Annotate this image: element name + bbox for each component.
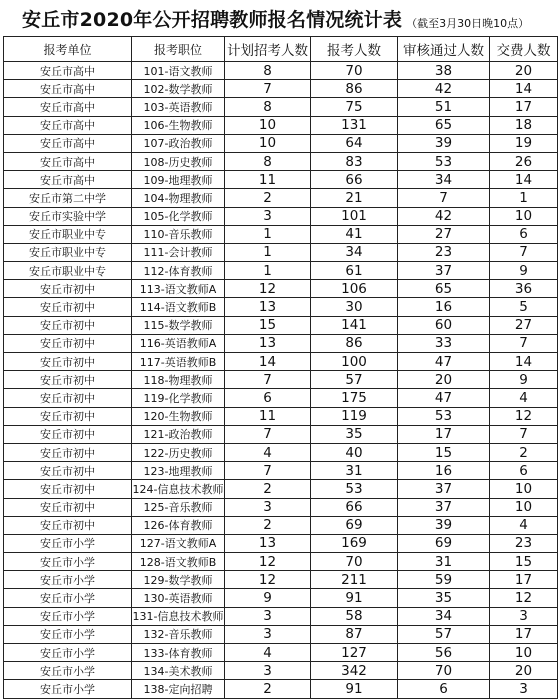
unit-cell: 安丘市初中 bbox=[4, 371, 132, 389]
unit-cell: 安丘市小学 bbox=[4, 553, 132, 571]
planned-cell: 13 bbox=[225, 298, 311, 316]
planned-cell: 10 bbox=[225, 134, 311, 152]
planned-cell: 2 bbox=[225, 516, 311, 534]
table-row bbox=[4, 662, 558, 680]
unit-cell: 安丘市初中 bbox=[4, 353, 132, 371]
stats-table bbox=[3, 36, 558, 699]
planned-cell: 3 bbox=[225, 207, 311, 225]
paid-cell: 10 bbox=[490, 207, 558, 225]
approved-cell: 51 bbox=[398, 98, 490, 116]
unit-cell: 安丘市小学 bbox=[4, 589, 132, 607]
table-row bbox=[4, 262, 558, 280]
header-planned: 计划招考人数 bbox=[225, 37, 311, 62]
approved-cell: 16 bbox=[398, 462, 490, 480]
planned-cell: 7 bbox=[225, 80, 311, 98]
planned-cell: 12 bbox=[225, 280, 311, 298]
position-cell: 106-生物教师 bbox=[132, 116, 225, 134]
approved-cell: 47 bbox=[398, 389, 490, 407]
position-cell: 125-音乐教师 bbox=[132, 498, 225, 516]
unit-cell: 安丘市初中 bbox=[4, 480, 132, 498]
position-cell: 127-语文教师A bbox=[132, 534, 225, 552]
position-cell: 111-会计教师 bbox=[132, 243, 225, 261]
table-row bbox=[4, 152, 558, 170]
paid-cell: 20 bbox=[490, 662, 558, 680]
paid-cell: 17 bbox=[490, 98, 558, 116]
cutoff-note: （截至3月30日晚10点） bbox=[406, 17, 530, 30]
position-cell: 132-音乐教师 bbox=[132, 625, 225, 643]
approved-cell: 33 bbox=[398, 334, 490, 352]
planned-cell: 7 bbox=[225, 425, 311, 443]
table-row bbox=[4, 498, 558, 516]
paid-cell: 18 bbox=[490, 116, 558, 134]
position-cell: 134-美术教师 bbox=[132, 662, 225, 680]
applicants-cell: 119 bbox=[311, 407, 398, 425]
approved-cell: 59 bbox=[398, 571, 490, 589]
table-row bbox=[4, 207, 558, 225]
applicants-cell: 127 bbox=[311, 644, 398, 662]
approved-cell: 16 bbox=[398, 298, 490, 316]
table-row bbox=[4, 644, 558, 662]
position-cell: 138-定向招聘 bbox=[132, 680, 225, 698]
planned-cell: 3 bbox=[225, 607, 311, 625]
paid-cell: 9 bbox=[490, 262, 558, 280]
approved-cell: 7 bbox=[398, 189, 490, 207]
unit-cell: 安丘市高中 bbox=[4, 116, 132, 134]
unit-cell: 安丘市初中 bbox=[4, 498, 132, 516]
table-body bbox=[4, 62, 558, 699]
approved-cell: 17 bbox=[398, 425, 490, 443]
unit-cell: 安丘市高中 bbox=[4, 62, 132, 80]
title-bar bbox=[0, 0, 560, 36]
unit-cell: 安丘市小学 bbox=[4, 625, 132, 643]
unit-cell: 安丘市高中 bbox=[4, 80, 132, 98]
position-cell: 104-物理教师 bbox=[132, 189, 225, 207]
planned-cell: 7 bbox=[225, 462, 311, 480]
position-cell: 128-语文教师B bbox=[132, 553, 225, 571]
approved-cell: 15 bbox=[398, 443, 490, 461]
applicants-cell: 100 bbox=[311, 353, 398, 371]
applicants-cell: 141 bbox=[311, 316, 398, 334]
paid-cell: 15 bbox=[490, 553, 558, 571]
approved-cell: 31 bbox=[398, 553, 490, 571]
unit-cell: 安丘市职业中专 bbox=[4, 262, 132, 280]
applicants-cell: 58 bbox=[311, 607, 398, 625]
applicants-cell: 66 bbox=[311, 171, 398, 189]
unit-cell: 安丘市小学 bbox=[4, 680, 132, 698]
paid-cell: 4 bbox=[490, 389, 558, 407]
approved-cell: 23 bbox=[398, 243, 490, 261]
planned-cell: 1 bbox=[225, 243, 311, 261]
unit-cell: 安丘市高中 bbox=[4, 134, 132, 152]
table-row bbox=[4, 171, 558, 189]
position-cell: 112-体育教师 bbox=[132, 262, 225, 280]
position-cell: 123-地理教师 bbox=[132, 462, 225, 480]
table-row bbox=[4, 371, 558, 389]
planned-cell: 2 bbox=[225, 189, 311, 207]
approved-cell: 35 bbox=[398, 589, 490, 607]
planned-cell: 10 bbox=[225, 116, 311, 134]
table-row bbox=[4, 607, 558, 625]
paid-cell: 14 bbox=[490, 353, 558, 371]
planned-cell: 4 bbox=[225, 443, 311, 461]
planned-cell: 6 bbox=[225, 389, 311, 407]
position-cell: 130-英语教师 bbox=[132, 589, 225, 607]
applicants-cell: 106 bbox=[311, 280, 398, 298]
table-row bbox=[4, 462, 558, 480]
paid-cell: 7 bbox=[490, 425, 558, 443]
table-row bbox=[4, 680, 558, 698]
paid-cell: 1 bbox=[490, 189, 558, 207]
unit-cell: 安丘市初中 bbox=[4, 280, 132, 298]
table-row bbox=[4, 407, 558, 425]
table-row bbox=[4, 98, 558, 116]
planned-cell: 15 bbox=[225, 316, 311, 334]
unit-cell: 安丘市初中 bbox=[4, 462, 132, 480]
table-row bbox=[4, 516, 558, 534]
planned-cell: 12 bbox=[225, 571, 311, 589]
applicants-cell: 53 bbox=[311, 480, 398, 498]
unit-cell: 安丘市小学 bbox=[4, 662, 132, 680]
header-applicants: 报考人数 bbox=[311, 37, 398, 62]
position-cell: 116-英语教师A bbox=[132, 334, 225, 352]
applicants-cell: 91 bbox=[311, 680, 398, 698]
unit-cell: 安丘市小学 bbox=[4, 607, 132, 625]
table-row bbox=[4, 353, 558, 371]
planned-cell: 2 bbox=[225, 680, 311, 698]
unit-cell: 安丘市初中 bbox=[4, 425, 132, 443]
planned-cell: 8 bbox=[225, 62, 311, 80]
approved-cell: 27 bbox=[398, 225, 490, 243]
approved-cell: 37 bbox=[398, 262, 490, 280]
unit-cell: 安丘市高中 bbox=[4, 171, 132, 189]
position-cell: 115-数学教师 bbox=[132, 316, 225, 334]
unit-cell: 安丘市初中 bbox=[4, 443, 132, 461]
approved-cell: 6 bbox=[398, 680, 490, 698]
position-cell: 122-历史教师 bbox=[132, 443, 225, 461]
paid-cell: 3 bbox=[490, 607, 558, 625]
table-row bbox=[4, 480, 558, 498]
planned-cell: 2 bbox=[225, 480, 311, 498]
applicants-cell: 83 bbox=[311, 152, 398, 170]
applicants-cell: 211 bbox=[311, 571, 398, 589]
approved-cell: 34 bbox=[398, 607, 490, 625]
applicants-cell: 342 bbox=[311, 662, 398, 680]
unit-cell: 安丘市初中 bbox=[4, 516, 132, 534]
table-row bbox=[4, 80, 558, 98]
table-row bbox=[4, 425, 558, 443]
unit-cell: 安丘市初中 bbox=[4, 316, 132, 334]
applicants-cell: 57 bbox=[311, 371, 398, 389]
approved-cell: 65 bbox=[398, 280, 490, 298]
paid-cell: 3 bbox=[490, 680, 558, 698]
planned-cell: 13 bbox=[225, 534, 311, 552]
table-row bbox=[4, 134, 558, 152]
position-cell: 103-英语教师 bbox=[132, 98, 225, 116]
paid-cell: 26 bbox=[490, 152, 558, 170]
applicants-cell: 101 bbox=[311, 207, 398, 225]
paid-cell: 10 bbox=[490, 644, 558, 662]
paid-cell: 7 bbox=[490, 334, 558, 352]
header-paid: 交费人数 bbox=[490, 37, 558, 62]
unit-cell: 安丘市实验中学 bbox=[4, 207, 132, 225]
header-position: 报考职位 bbox=[132, 37, 225, 62]
header-row bbox=[4, 37, 558, 62]
planned-cell: 3 bbox=[225, 662, 311, 680]
approved-cell: 53 bbox=[398, 152, 490, 170]
header-unit: 报考单位 bbox=[4, 37, 132, 62]
table-row bbox=[4, 589, 558, 607]
unit-cell: 安丘市初中 bbox=[4, 407, 132, 425]
planned-cell: 11 bbox=[225, 171, 311, 189]
planned-cell: 12 bbox=[225, 553, 311, 571]
table-row bbox=[4, 189, 558, 207]
position-cell: 110-音乐教师 bbox=[132, 225, 225, 243]
applicants-cell: 21 bbox=[311, 189, 398, 207]
position-cell: 105-化学教师 bbox=[132, 207, 225, 225]
position-cell: 107-政治教师 bbox=[132, 134, 225, 152]
applicants-cell: 64 bbox=[311, 134, 398, 152]
table-row bbox=[4, 243, 558, 261]
position-cell: 114-语文教师B bbox=[132, 298, 225, 316]
applicants-cell: 70 bbox=[311, 553, 398, 571]
paid-cell: 10 bbox=[490, 480, 558, 498]
applicants-cell: 30 bbox=[311, 298, 398, 316]
paid-cell: 20 bbox=[490, 62, 558, 80]
applicants-cell: 169 bbox=[311, 534, 398, 552]
table-row bbox=[4, 298, 558, 316]
paid-cell: 6 bbox=[490, 462, 558, 480]
unit-cell: 安丘市小学 bbox=[4, 644, 132, 662]
applicants-cell: 175 bbox=[311, 389, 398, 407]
unit-cell: 安丘市职业中专 bbox=[4, 225, 132, 243]
planned-cell: 11 bbox=[225, 407, 311, 425]
table-row bbox=[4, 334, 558, 352]
table-row bbox=[4, 116, 558, 134]
applicants-cell: 87 bbox=[311, 625, 398, 643]
applicants-cell: 66 bbox=[311, 498, 398, 516]
paid-cell: 17 bbox=[490, 571, 558, 589]
table-row bbox=[4, 389, 558, 407]
approved-cell: 56 bbox=[398, 644, 490, 662]
table-row bbox=[4, 553, 558, 571]
planned-cell: 4 bbox=[225, 644, 311, 662]
position-cell: 124-信息技术教师 bbox=[132, 480, 225, 498]
applicants-cell: 61 bbox=[311, 262, 398, 280]
table-row bbox=[4, 625, 558, 643]
applicants-cell: 75 bbox=[311, 98, 398, 116]
unit-cell: 安丘市初中 bbox=[4, 298, 132, 316]
paid-cell: 23 bbox=[490, 534, 558, 552]
position-cell: 109-地理教师 bbox=[132, 171, 225, 189]
page-title: 安丘市2020年公开招聘教师报名情况统计表 bbox=[22, 9, 403, 31]
planned-cell: 1 bbox=[225, 262, 311, 280]
applicants-cell: 40 bbox=[311, 443, 398, 461]
position-cell: 117-英语教师B bbox=[132, 353, 225, 371]
position-cell: 120-生物教师 bbox=[132, 407, 225, 425]
unit-cell: 安丘市小学 bbox=[4, 534, 132, 552]
planned-cell: 8 bbox=[225, 98, 311, 116]
paid-cell: 7 bbox=[490, 243, 558, 261]
applicants-cell: 86 bbox=[311, 80, 398, 98]
unit-cell: 安丘市初中 bbox=[4, 334, 132, 352]
approved-cell: 70 bbox=[398, 662, 490, 680]
paid-cell: 36 bbox=[490, 280, 558, 298]
header-approved: 审核通过人数 bbox=[398, 37, 490, 62]
approved-cell: 53 bbox=[398, 407, 490, 425]
applicants-cell: 35 bbox=[311, 425, 398, 443]
approved-cell: 60 bbox=[398, 316, 490, 334]
table-row bbox=[4, 534, 558, 552]
position-cell: 113-语文教师A bbox=[132, 280, 225, 298]
position-cell: 101-语文教师 bbox=[132, 62, 225, 80]
approved-cell: 20 bbox=[398, 371, 490, 389]
planned-cell: 1 bbox=[225, 225, 311, 243]
planned-cell: 3 bbox=[225, 625, 311, 643]
paid-cell: 4 bbox=[490, 516, 558, 534]
approved-cell: 37 bbox=[398, 480, 490, 498]
planned-cell: 14 bbox=[225, 353, 311, 371]
planned-cell: 9 bbox=[225, 589, 311, 607]
table-row bbox=[4, 280, 558, 298]
approved-cell: 57 bbox=[398, 625, 490, 643]
applicants-cell: 91 bbox=[311, 589, 398, 607]
approved-cell: 65 bbox=[398, 116, 490, 134]
planned-cell: 7 bbox=[225, 371, 311, 389]
applicants-cell: 70 bbox=[311, 62, 398, 80]
paid-cell: 6 bbox=[490, 225, 558, 243]
unit-cell: 安丘市小学 bbox=[4, 571, 132, 589]
paid-cell: 17 bbox=[490, 625, 558, 643]
applicants-cell: 131 bbox=[311, 116, 398, 134]
applicants-cell: 69 bbox=[311, 516, 398, 534]
paid-cell: 9 bbox=[490, 371, 558, 389]
unit-cell: 安丘市高中 bbox=[4, 152, 132, 170]
paid-cell: 19 bbox=[490, 134, 558, 152]
paid-cell: 5 bbox=[490, 298, 558, 316]
unit-cell: 安丘市高中 bbox=[4, 98, 132, 116]
table-row bbox=[4, 62, 558, 80]
paid-cell: 12 bbox=[490, 407, 558, 425]
position-cell: 131-信息技术教师 bbox=[132, 607, 225, 625]
table-row bbox=[4, 443, 558, 461]
unit-cell: 安丘市职业中专 bbox=[4, 243, 132, 261]
position-cell: 118-物理教师 bbox=[132, 371, 225, 389]
paid-cell: 12 bbox=[490, 589, 558, 607]
position-cell: 119-化学教师 bbox=[132, 389, 225, 407]
approved-cell: 39 bbox=[398, 516, 490, 534]
approved-cell: 42 bbox=[398, 207, 490, 225]
paid-cell: 14 bbox=[490, 80, 558, 98]
table-row bbox=[4, 225, 558, 243]
planned-cell: 13 bbox=[225, 334, 311, 352]
planned-cell: 8 bbox=[225, 152, 311, 170]
unit-cell: 安丘市初中 bbox=[4, 389, 132, 407]
unit-cell: 安丘市第二中学 bbox=[4, 189, 132, 207]
applicants-cell: 31 bbox=[311, 462, 398, 480]
position-cell: 133-体育教师 bbox=[132, 644, 225, 662]
paid-cell: 2 bbox=[490, 443, 558, 461]
paid-cell: 10 bbox=[490, 498, 558, 516]
applicants-cell: 86 bbox=[311, 334, 398, 352]
planned-cell: 3 bbox=[225, 498, 311, 516]
approved-cell: 69 bbox=[398, 534, 490, 552]
applicants-cell: 34 bbox=[311, 243, 398, 261]
position-cell: 102-数学教师 bbox=[132, 80, 225, 98]
approved-cell: 37 bbox=[398, 498, 490, 516]
paid-cell: 27 bbox=[490, 316, 558, 334]
position-cell: 126-体育教师 bbox=[132, 516, 225, 534]
approved-cell: 47 bbox=[398, 353, 490, 371]
position-cell: 121-政治教师 bbox=[132, 425, 225, 443]
position-cell: 129-数学教师 bbox=[132, 571, 225, 589]
approved-cell: 42 bbox=[398, 80, 490, 98]
approved-cell: 39 bbox=[398, 134, 490, 152]
table-row bbox=[4, 316, 558, 334]
applicants-cell: 41 bbox=[311, 225, 398, 243]
position-cell: 108-历史教师 bbox=[132, 152, 225, 170]
paid-cell: 14 bbox=[490, 171, 558, 189]
approved-cell: 34 bbox=[398, 171, 490, 189]
table-row bbox=[4, 571, 558, 589]
approved-cell: 38 bbox=[398, 62, 490, 80]
